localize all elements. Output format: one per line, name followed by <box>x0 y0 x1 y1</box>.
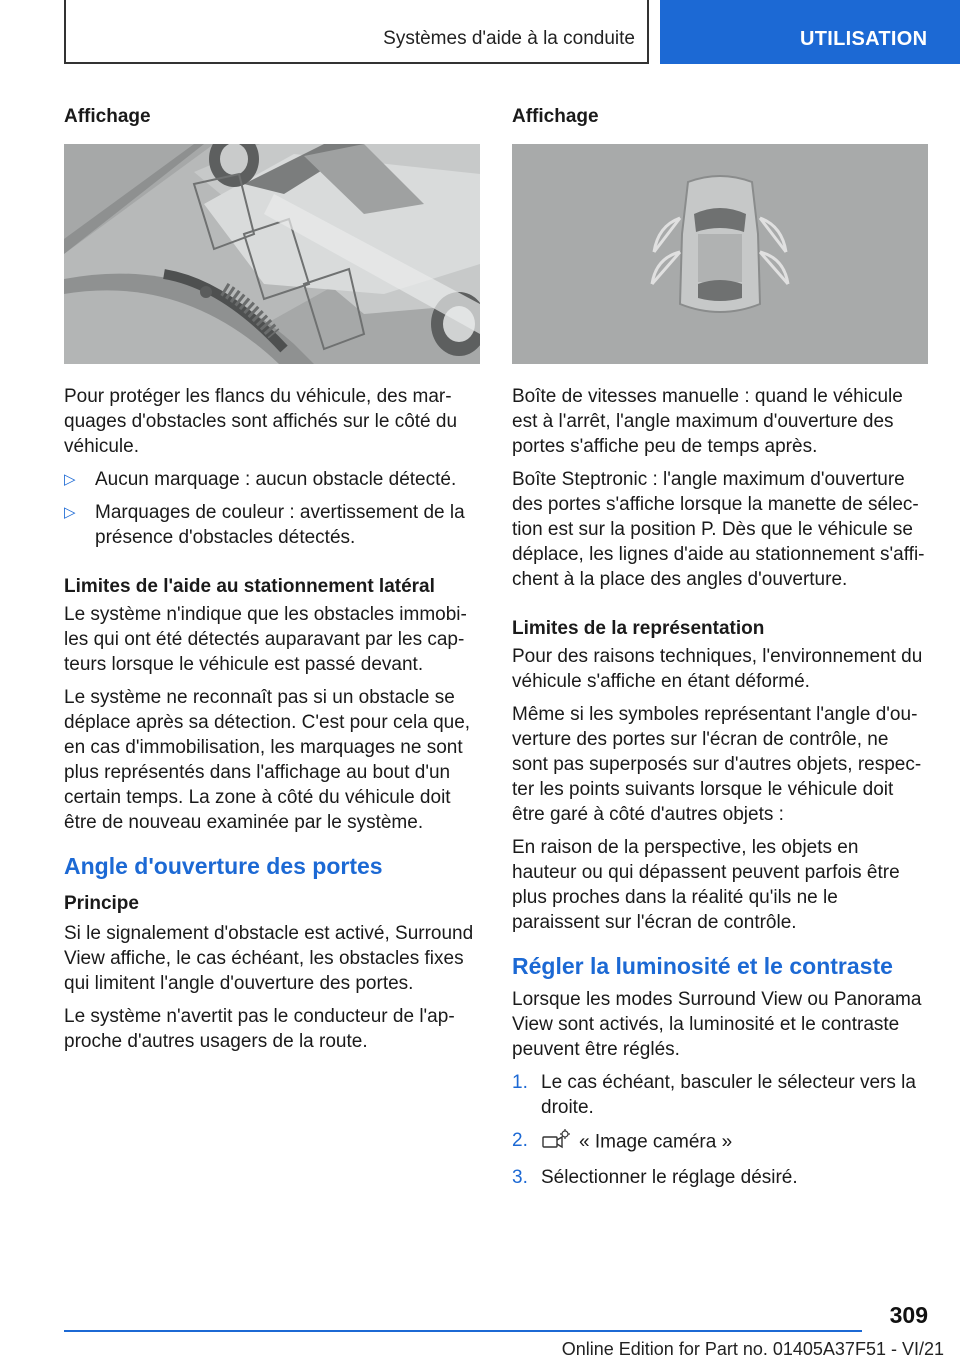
door-angle-illustration <box>512 144 928 364</box>
right-para-limits-3: En raison de la perspective, les objets en hauteur ou qui dépassent peuvent parfois être plus proches dans la réalité qu'ils ne le paraissent sur l'écran de contrôle. <box>512 837 900 933</box>
left-para-principle-1: Si le signalement d'obstacle est activé, Surround View affiche, le cas échéant, les obstacles fixes qui limitent l'angle d'ouverture des portes. <box>64 923 474 994</box>
step-number: 3. <box>512 1167 528 1188</box>
left-column <box>64 100 480 1062</box>
marking-list <box>64 467 480 550</box>
left-para-intro: Pour protéger les flancs du véhicule, des marquages d'obstacles sont affichés sur le côté du véhicule. <box>64 386 458 457</box>
right-para-steptronic: Boîte Steptronic : l'angle maximum d'ouverture des portes s'affiche lorsque la manette de sélection est sur la position P. Dès que le véhicule se déplace, les lignes d'aide au stationnement s'affichent à la place des angles d'ouverture. <box>512 469 925 590</box>
left-para-limits-2: Le système ne reconnaît pas si un obstacle se déplace après sa détection. C'est pour cela que, en cas d'immobilisation, les marquages ne sont plus représentés dans l'affichage au bout d'un certain temps. La zone à côté du véhicule doit être de nouveau examinée par le système. <box>64 687 471 833</box>
list-item: 1. Le cas échéant, basculer le sélecteur vers la droite. <box>512 1072 916 1118</box>
right-para-manual: Boîte de vitesses manuelle : quand le véhicule est à l'arrêt, l'angle maximum d'ouverture des portes s'affiche peu de temps après. <box>512 386 903 457</box>
list-item: 2. « Image caméra » <box>512 1128 928 1157</box>
step-number: 2. <box>512 1130 528 1151</box>
left-para-limits-1: Le système n'indique que les obstacles immobiles qui ont été détectés auparavant par les capteurs lorsque le véhicule est passé devant. <box>64 604 467 675</box>
header-tab-label: UTILISATION <box>800 28 928 50</box>
section-title-door-angle: Angle d'ouverture des portes <box>64 853 383 879</box>
right-heading-limits: Limites de la représentation <box>512 618 765 639</box>
page-number: 309 <box>889 1302 928 1328</box>
header-section-title: Systèmes d'aide à la conduite <box>383 28 635 49</box>
left-para-principle-2: Le système n'avertit pas le conducteur de l'approche d'autres usagers de la route. <box>64 1006 455 1052</box>
left-heading-principle: Principe <box>64 893 139 914</box>
right-para-brightness: Lorsque les modes Surround View ou Panorama View sont activés, la luminosité et le contraste peuvent être réglés. <box>512 989 922 1060</box>
footer-divider <box>64 1330 862 1332</box>
step-number: 1. <box>512 1072 528 1093</box>
left-heading-limits: Limites de l'aide au stationnement latéral <box>64 576 435 597</box>
right-heading-affichage: Affichage <box>512 106 599 127</box>
side-obstacle-illustration <box>64 144 480 364</box>
triangle-bullet-icon: ▷ <box>64 504 76 521</box>
right-para-limits-1: Pour des raisons techniques, l'environnement du véhicule s'affiche en étant déformé. <box>512 646 923 692</box>
triangle-bullet-icon: ▷ <box>64 471 76 488</box>
header-tab <box>660 0 960 64</box>
left-heading-affichage: Affichage <box>64 106 151 127</box>
brightness-steps <box>512 1070 928 1190</box>
list-item: ▷ Marquages de couleur : avertissement de la présence d'obstacles détectés. <box>64 502 465 548</box>
right-para-limits-2: Même si les symboles représentant l'angle d'ouverture des portes sur l'écran de contrôle, ne sont pas superposés sur d'autres objets, respecter les points suivants lorsque le véhicule doit être garé à côté d'autres objets : <box>512 704 922 825</box>
header-section <box>64 0 649 64</box>
list-item: 3. Sélectionner le réglage désiré. <box>512 1167 798 1188</box>
section-title-brightness: Régler la luminosité et le contraste <box>512 953 893 979</box>
list-item: ▷ Aucun marquage : aucun obstacle détecté. <box>64 469 457 490</box>
footer-edition: Online Edition for Part no. 01405A37F51 - VI/21 <box>561 1339 944 1359</box>
camera-settings-icon <box>541 1128 571 1157</box>
right-column <box>512 100 928 1198</box>
